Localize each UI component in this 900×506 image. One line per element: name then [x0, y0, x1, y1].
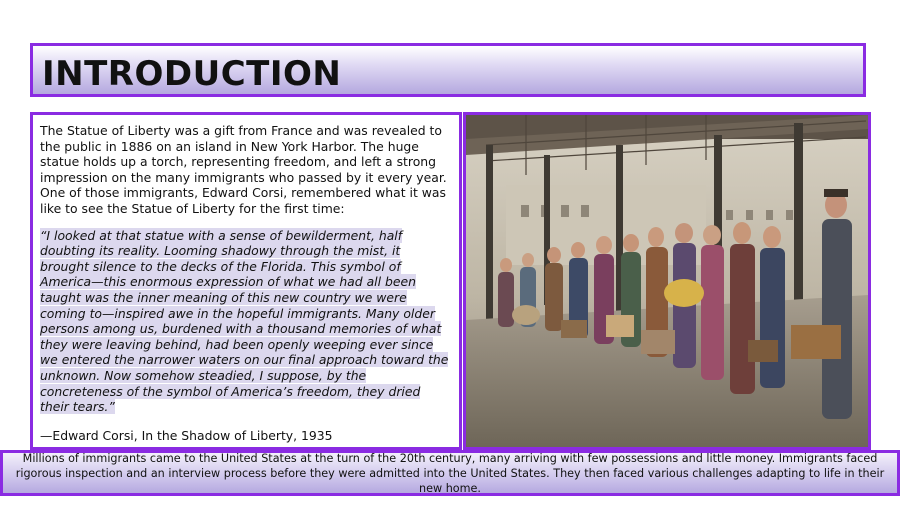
quote-attribution: —Edward Corsi, In the Shadow of Liberty, 1935: [40, 427, 333, 443]
quote-text: “I looked at that statue with a sense of bewilderment, half doubting its reality. Looming shadowy through the mist, it brought silence to the decks of the Florida. This symbol of America—this enormous expression of what we had all been taught was the inner meaning of this new country we were coming to—inspired awe in the hopeful immigrants. Many older persons among us, burdened with a thousand memories of what they were leaving behind, had been openly weeping ever since we entered the narrower waters on our final approach toward the unknown. Now somehow steadied, I suppose, by the concreteness of the symbol of America’s freedom, they dried their tears.”: [40, 227, 449, 415]
intro-paragraph: The Statue of Liberty was a gift from France and was revealed to the public in 1886 on an island in New York Harbor. The huge statue holds up a torch, representing freedom, and left a strong impression on the many immigrants who passed by it every year. One of those immigrants, Edward Corsi, remembered what it was like to see the Statue of Liberty for the first time:: [40, 123, 447, 216]
page-title: INTRODUCTION: [42, 54, 342, 94]
text-panel: [30, 112, 462, 450]
immigrants-photo: [463, 112, 871, 450]
caption-banner: [0, 450, 900, 496]
caption-text: Millions of immigrants came to the United States at the turn of the 20th century, many arriving with few possessions and little money. Immigrants faced rigorous inspection and an interview process before they were admitted into the United States. They then faced various challenges adapting to life in their new home.: [15, 451, 885, 495]
title-banner: [30, 43, 866, 97]
photo-illustration: [466, 115, 868, 447]
quote-block: [40, 228, 451, 415]
